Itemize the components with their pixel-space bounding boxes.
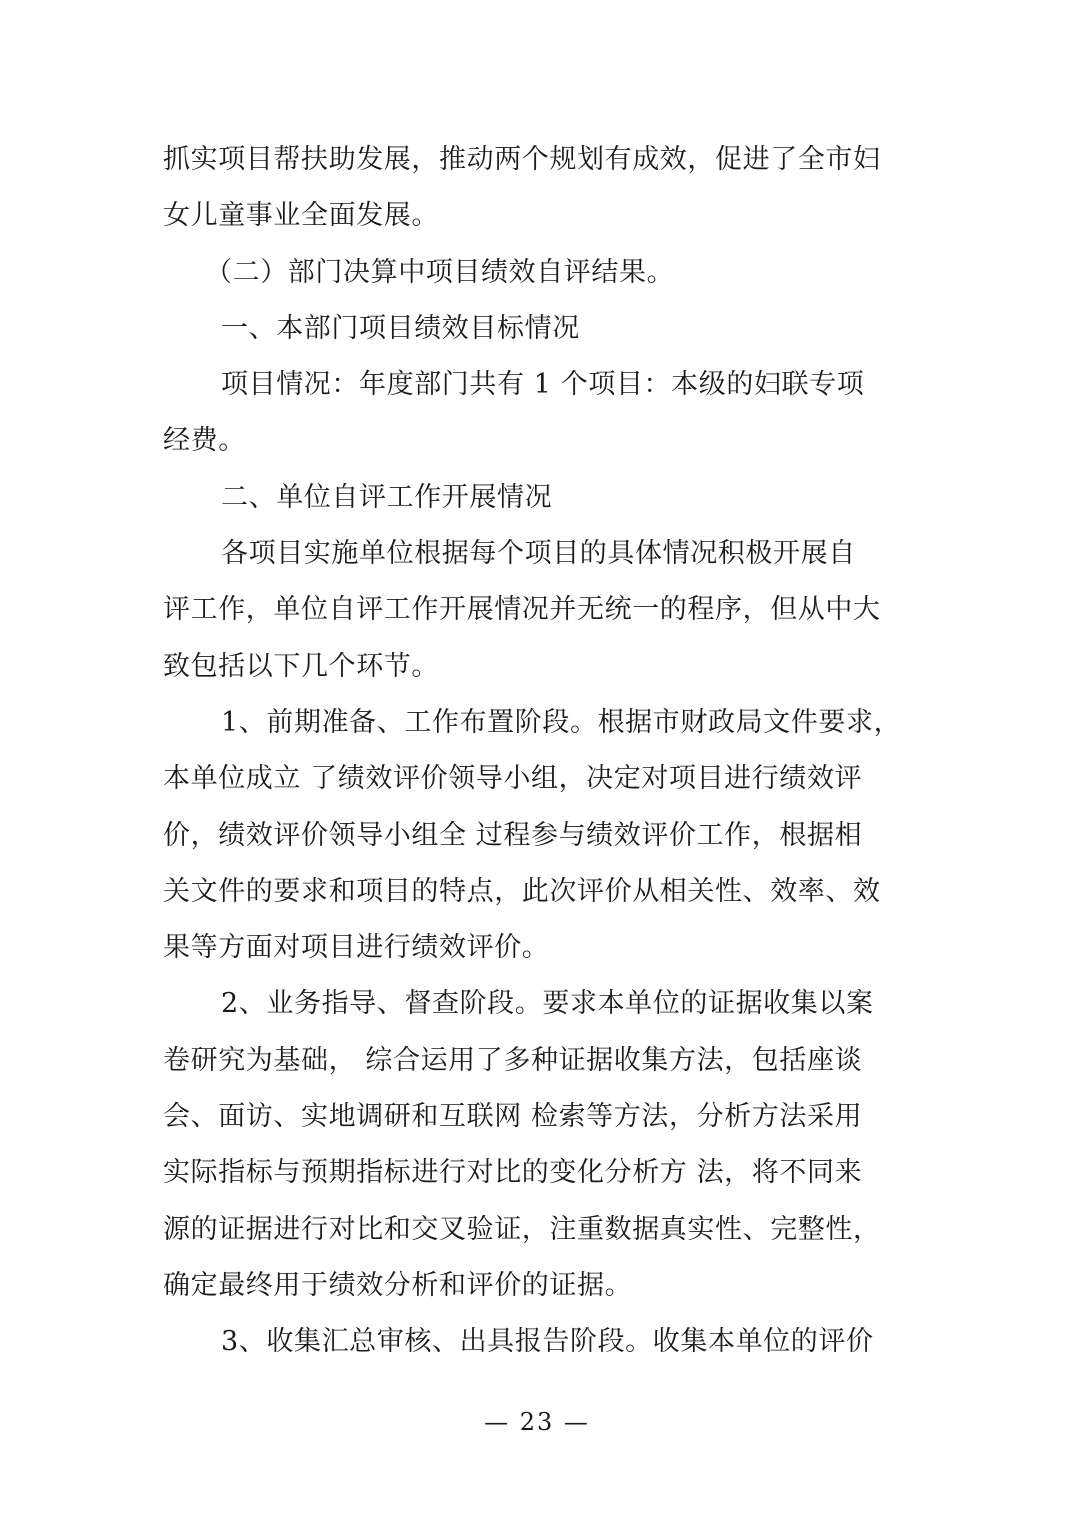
text-line: 3、收集汇总审核、出具报告阶段。收集本单位的评价 <box>221 1326 874 1358</box>
text-line: 源的证据进行对比和交叉验证，注重数据真实性、完整性， <box>163 1213 881 1245</box>
page-number: — 23 — <box>484 1408 590 1436</box>
text-line: 2、业务指导、督查阶段。要求本单位的证据收集以案 <box>221 988 874 1020</box>
section-heading: （二）部门决算中项目绩效自评结果。 <box>205 256 675 288</box>
text-line: 关文件的要求和项目的特点，此次评价从相关性、效率、效 <box>163 875 881 907</box>
body-text <box>163 132 923 1371</box>
text-line: 各项目实施单位根据每个项目的具体情况积极开展自 <box>221 538 856 570</box>
text-line: 女儿童事业全面发展。 <box>163 200 439 232</box>
section-heading: 一、本部门项目绩效目标情况 <box>221 312 580 344</box>
text-line: 果等方面对项目进行绩效评价。 <box>163 932 550 964</box>
text-line: 致包括以下几个环节。 <box>163 650 439 682</box>
text-line: 确定最终用于绩效分析和评价的证据。 <box>163 1269 633 1301</box>
text-line: 价，绩效评价领导小组全 过程参与绩效评价工作，根据相 <box>163 819 863 851</box>
text-line: 项目情况：年度部门共有 1 个项目：本级的妇联专项 <box>221 369 865 401</box>
section-heading: 二、单位自评工作开展情况 <box>221 481 553 513</box>
text-line: 评工作，单位自评工作开展情况并无统一的程序，但从中大 <box>163 594 881 626</box>
text-line: 卷研究为基础， 综合运用了多种证据收集方法，包括座谈 <box>163 1044 863 1076</box>
text-line: 实际指标与预期指标进行对比的变化分析方 法，将不同来 <box>163 1157 863 1189</box>
text-line: 1、前期准备、工作布置阶段。根据市财政局文件要求， <box>221 706 902 738</box>
text-line: 会、面访、实地调研和互联网 检索等方法，分析方法采用 <box>163 1101 863 1133</box>
text-line: 经费。 <box>163 425 246 457</box>
text-line: 本单位成立 了绩效评价领导小组，决定对项目进行绩效评 <box>163 763 863 795</box>
text-line: 抓实项目帮扶助发展，推动两个规划有成效，促进了全市妇 <box>163 144 881 175</box>
